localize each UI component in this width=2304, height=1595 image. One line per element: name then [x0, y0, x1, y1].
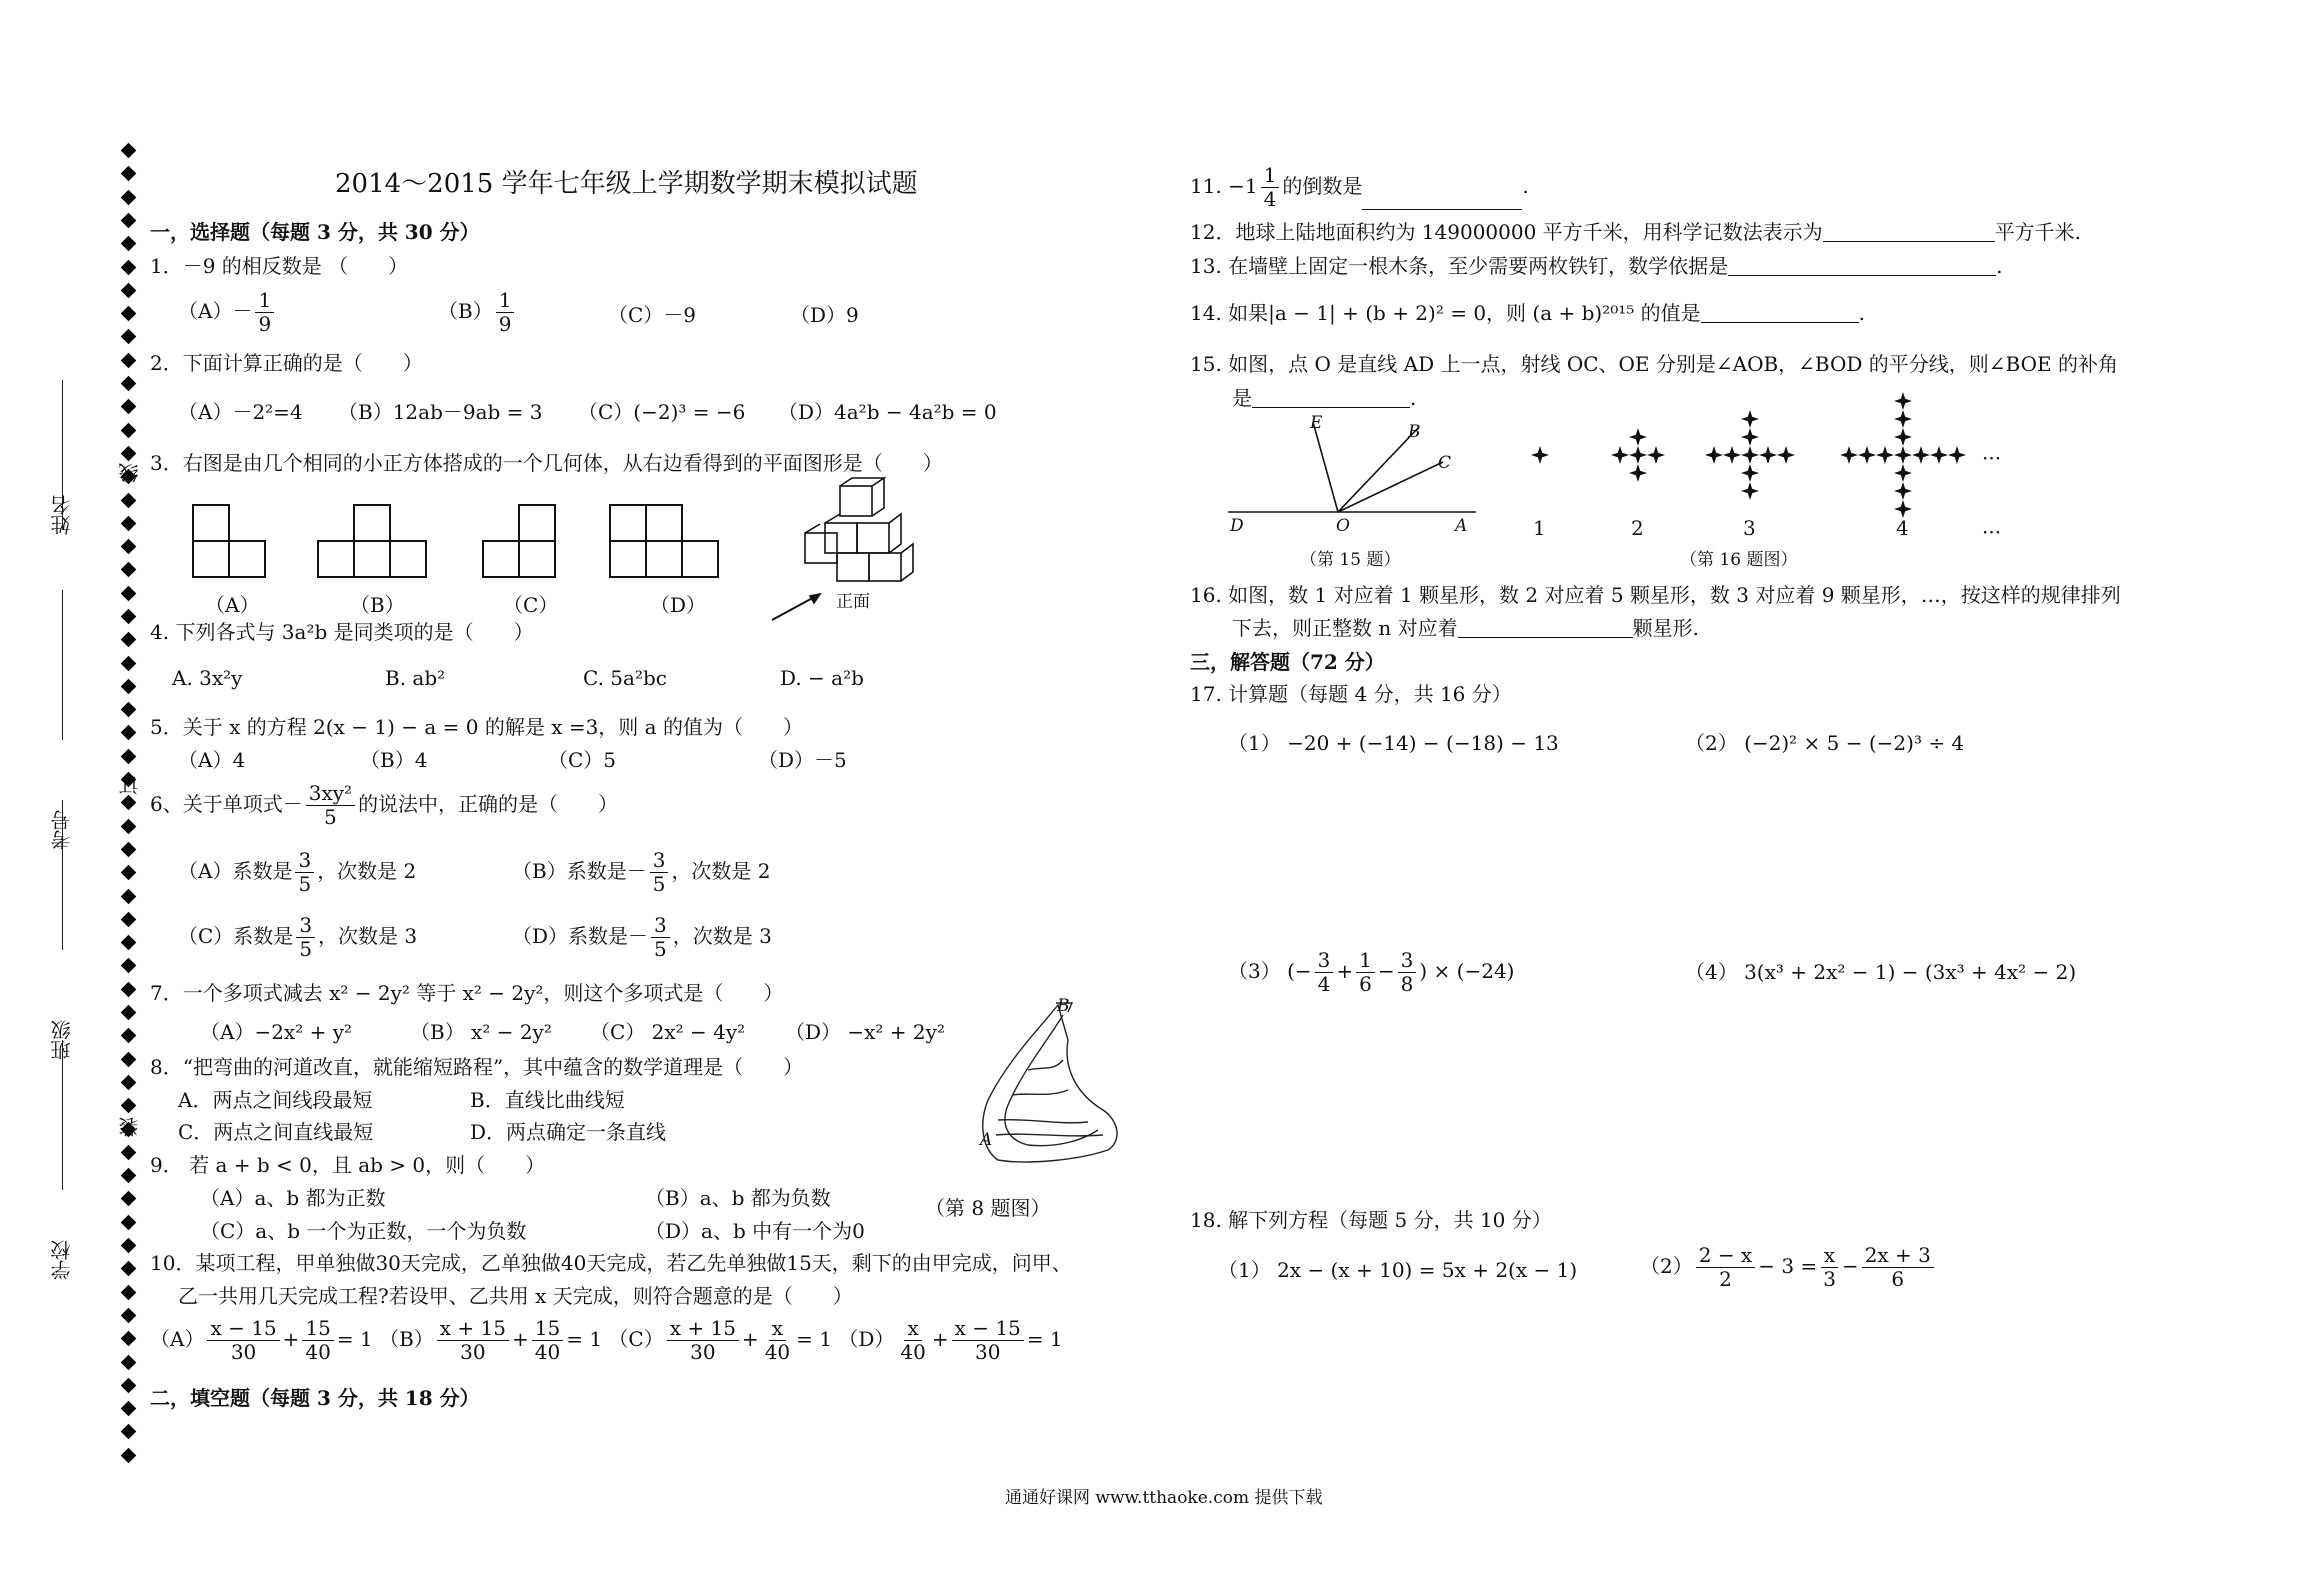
q3-figure-c — [483, 505, 558, 580]
q16-line1: 16. 如图，数 1 对应着 1 颗星形，数 2 对应着 5 颗星形，数 3 对应着 9 颗星形，…，按这样的规律排列 — [1190, 583, 2121, 607]
q10-line2: 乙一共用几天完成工程?若设甲、乙共用 x 天完成，则符合题意的是（ ） — [178, 1284, 853, 1308]
star-mark — [1741, 482, 1759, 500]
binding-diamond — [121, 1331, 137, 1347]
star-mark — [1531, 446, 1549, 464]
q15-label-e: E — [1310, 413, 1323, 433]
binding-diamond — [121, 982, 137, 998]
star-mark — [1894, 464, 1912, 482]
binding-diamond — [121, 889, 137, 905]
binding-diamond — [121, 1401, 137, 1417]
binding-diamond — [121, 865, 137, 881]
section1-heading: 一，选择题（每题 3 分，共 30 分） — [150, 220, 480, 244]
binding-line-char: 线 — [118, 463, 142, 483]
star-mark — [1723, 446, 1741, 464]
star-mark — [1741, 428, 1759, 446]
q9-option-c: （C）a、b 一个为正数，一个为负数 — [200, 1219, 527, 1243]
star-mark — [1629, 446, 1647, 464]
binding-diamond — [121, 376, 137, 392]
q4-option-b: B. ab² — [385, 666, 446, 690]
binding-diamond — [121, 1052, 137, 1068]
q8-option-c: C．两点之间直线最短 — [178, 1120, 374, 1144]
q5-stem: 5．关于 x 的方程 2(x − 1) − a = 0 的解是 x =3，则 a 的值为（ ） — [150, 715, 803, 739]
binding-diamond — [121, 166, 137, 182]
q5-option-c: （C）5 — [548, 748, 617, 772]
q3-figure-d — [610, 505, 722, 580]
school-label: 学校 — [50, 1240, 74, 1280]
q9-stem: 9． 若 a + b < 0，且 ab > 0，则（ ） — [150, 1153, 546, 1177]
star-mark — [1912, 446, 1930, 464]
q1-option-d: （D）9 — [790, 303, 859, 327]
page-title: 2014～2015 学年七年级上学期数学期末模拟试题 — [335, 169, 918, 199]
star-mark — [1611, 446, 1629, 464]
star-mark — [1741, 446, 1759, 464]
q17-part2: （2） (−2)² × 5 − (−2)³ ÷ 4 — [1685, 731, 1965, 755]
q16-figure-caption: （第 16 题图） — [1680, 550, 1798, 570]
star-mark — [1840, 446, 1858, 464]
star-mark — [1629, 428, 1647, 446]
binding-diamond — [121, 1261, 137, 1277]
q14: 14. 如果|a − 1| + (b + 2)² = 0，则 (a + b)²⁰¹⁵ 的值是 . — [1190, 301, 1866, 325]
star-mark — [1894, 446, 1912, 464]
q5-option-d: （D）－5 — [758, 748, 847, 772]
q16-star-figure — [1500, 380, 2000, 530]
q17-part3: （3） (− $\frac{3}{4}$ + $\frac{1}{6}$ − $\frac{3}{8}$ ) × (−24) — [1228, 948, 1515, 996]
class-label: 班级 — [50, 1020, 74, 1060]
binding-diamond — [121, 1238, 137, 1254]
q9-option-a: （A）a、b 都为正数 — [200, 1186, 386, 1210]
exam-no-underline — [62, 590, 63, 740]
binding-order-char: 订 — [118, 775, 142, 795]
binding-diamond — [121, 1098, 137, 1114]
q10-options — [150, 1318, 1063, 1363]
star-mark — [1894, 392, 1912, 410]
q16-number-2: 2 — [1631, 516, 1644, 540]
q8-option-b: B．直线比曲线短 — [470, 1088, 625, 1112]
q15-label-o: O — [1336, 516, 1350, 536]
q4-stem: 4. 下列各式与 3a²b 是同类项的是（ ） — [150, 620, 534, 644]
q18-stem: 18. 解下列方程（每题 5 分，共 10 分） — [1190, 1208, 1552, 1232]
binding-diamond — [121, 1378, 137, 1394]
star-mark — [1777, 446, 1795, 464]
binding-diamond — [121, 1145, 137, 1161]
q7-option-c: （C） 2x² − 4y² — [590, 1020, 746, 1044]
q8-point-b: B — [1057, 996, 1070, 1016]
star-mark — [1647, 446, 1665, 464]
star-mark — [1629, 464, 1647, 482]
q6-stem: 6、关于单项式－ $\frac{\text{3xy²}}{5}$ 的说法中，正确的是（ ） — [150, 781, 619, 829]
q9-option-d: （D）a、b 中有一个为0 — [645, 1219, 865, 1243]
q16-dots-top: ··· — [1982, 446, 2002, 470]
binding-diamond — [121, 609, 137, 625]
q2-option-c: （C）(−2)³ = −6 — [578, 400, 746, 424]
q3-figure-b — [318, 505, 430, 580]
binding-diamond — [121, 213, 137, 229]
q2-stem: 2．下面计算正确的是（ ） — [150, 351, 423, 375]
binding-bind-char: 装 — [118, 1117, 142, 1137]
q16-answer-blank[interactable] — [1458, 619, 1633, 638]
star-mark — [1948, 446, 1966, 464]
q1-option-c: （C）－9 — [608, 303, 697, 327]
q3-label-a: （A） — [205, 593, 260, 617]
q15-answer-blank[interactable] — [1252, 389, 1410, 408]
q10-line1: 10．某项工程，甲单独做30天完成，乙单独做40天完成，若乙先单独做15天，剩下的由甲完成，问甲、 — [150, 1251, 1072, 1275]
binding-diamond — [121, 562, 137, 578]
q3-label-c: （C） — [503, 593, 559, 617]
star-mark — [1876, 446, 1894, 464]
binding-diamond — [121, 702, 137, 718]
binding-diamond — [121, 283, 137, 299]
q6-option-a: （A）系数是 $\frac{3}{5}$ ，次数是 2 — [178, 848, 417, 896]
binding-diamond — [121, 1075, 137, 1091]
q8-stem: 8．“把弯曲的河道改直，就能缩短路程”，其中蕴含的数学道理是（ ） — [150, 1055, 804, 1079]
q15-label-d: D — [1230, 516, 1244, 536]
q12-answer-blank[interactable] — [1823, 223, 1995, 242]
star-mark — [1894, 410, 1912, 428]
name-label: 姓名 — [50, 495, 74, 535]
binding-diamond — [121, 329, 137, 345]
binding-diamond — [121, 306, 137, 322]
q10-option-a: （A） $\frac{x - 15}{30}$ + $\frac{15}{40}$ = 1 — [150, 1316, 373, 1364]
q7-option-d: （D） −x² + 2y² — [785, 1020, 945, 1044]
binding-diamond — [121, 632, 137, 648]
binding-diamond — [121, 586, 137, 602]
q17-part1: （1） −20 + (−14) − (−18) − 13 — [1228, 731, 1559, 755]
binding-diamond — [121, 1215, 137, 1231]
q2-option-a: （A）－2²=4 — [178, 400, 303, 424]
q16-number-3: 3 — [1743, 516, 1756, 540]
q4-option-c: C. 5a²bc — [583, 666, 667, 690]
q15-label-a: A — [1455, 516, 1468, 536]
binding-diamond — [121, 1424, 137, 1440]
binding-diamond — [121, 819, 137, 835]
q16-number-4: 4 — [1896, 516, 1909, 540]
q1-option-a: （A）－ $\frac{1}{9}$ — [178, 290, 277, 335]
q11: 11. −1 $\frac{1}{4}$ 的倒数是 . — [1190, 163, 1529, 211]
q6-option-c: （C）系数是 $\frac{3}{5}$ ，次数是 3 — [178, 913, 418, 961]
q3-front-label: 正面 — [836, 592, 870, 612]
binding-diamond — [121, 958, 137, 974]
q16-number-1: 1 — [1533, 516, 1546, 540]
q10-option-b: （B） $\frac{x + 15}{30}$ + $\frac{15}{40}$ = 1 — [379, 1316, 603, 1364]
q7-stem: 7．一个多项式减去 x² − 2y² 等于 x² − 2y²，则这个多项式是（ ） — [150, 981, 784, 1005]
q8-point-a: A — [980, 1130, 993, 1150]
q6-option-b: （B）系数是－ $\frac{3}{5}$ ，次数是 2 — [512, 848, 771, 896]
q2-option-d: （D）4a²b − 4a²b = 0 — [778, 400, 997, 424]
q13-answer-blank[interactable] — [1728, 257, 1996, 276]
q3-label-d: （D） — [650, 593, 707, 617]
binding-diamond — [121, 539, 137, 555]
q15-label-c: C — [1438, 453, 1452, 473]
q10-option-d: （D） $\frac{x}{40}$ + $\frac{x - 15}{30}$ = 1 — [838, 1316, 1063, 1364]
binding-diamond — [121, 1448, 137, 1464]
q1-option-b: （B） $\frac{1}{9}$ — [438, 290, 517, 335]
binding-diamond — [121, 1308, 137, 1324]
q8-figure-caption: （第 8 题图） — [925, 1196, 1051, 1220]
binding-diamond — [121, 795, 137, 811]
binding-diamond — [121, 516, 137, 532]
star-mark — [1894, 482, 1912, 500]
q1-stem: 1．－9 的相反数是 （ ） — [150, 254, 409, 278]
q11-answer-blank[interactable] — [1362, 191, 1522, 210]
q3-stem: 3．右图是由几个相同的小正方体搭成的一个几何体，从右边看得到的平面图形是（ ） — [150, 451, 943, 475]
binding-diamond — [121, 912, 137, 928]
section2-heading: 二，填空题（每题 3 分，共 18 分） — [150, 1386, 480, 1410]
q6-option-d: （D）系数是－ $\frac{3}{5}$ ，次数是 3 — [512, 913, 772, 961]
q10-option-c: （C） $\frac{x + 15}{30}$ + $\frac{x}{40}$ = 1 — [608, 1316, 832, 1364]
q9-option-b: （B）a、b 都为负数 — [645, 1186, 831, 1210]
q12: 12．地球上陆地面积约为 149000000 平方千米，用科学记数法表示为 平方千米. — [1190, 220, 2082, 244]
binding-diamond — [121, 190, 137, 206]
binding-diamond — [121, 1168, 137, 1184]
binding-diamond — [121, 260, 137, 276]
binding-diamond — [121, 446, 137, 462]
q17-stem: 17. 计算题（每题 4 分，共 16 分） — [1190, 682, 1512, 706]
school-underline — [62, 1040, 63, 1190]
q18-part2: （2） $\frac{2 - x}{2}$ − 3 = $\frac{x}{3}$ − $\frac{2x + 3}{6}$ — [1640, 1245, 1937, 1290]
binding-diamond — [121, 1191, 137, 1207]
q3-figure-a — [193, 505, 268, 580]
q5-option-a: （A）4 — [178, 748, 246, 772]
binding-diamond — [121, 423, 137, 439]
binding-diamond — [121, 493, 137, 509]
q17-part4: （4） 3(x³ + 2x² − 1) − (3x³ + 4x² − 2) — [1685, 960, 2077, 984]
binding-diamond — [121, 842, 137, 858]
star-mark — [1858, 446, 1876, 464]
q7-option-b: （B） x² − 2y² — [410, 1020, 552, 1044]
binding-diamond — [121, 353, 137, 369]
q2-option-b: （B）12ab－9ab = 3 — [338, 400, 543, 424]
q15-line2: 是 . — [1232, 386, 1417, 410]
q16-dots-bottom: ··· — [1982, 520, 2002, 544]
q18-part1: （1） 2x − (x + 10) = 5x + 2(x − 1) — [1218, 1258, 1578, 1282]
q13: 13. 在墙壁上固定一根木条，至少需要两枚铁钉，数学依据是 . — [1190, 254, 2003, 278]
q4-option-d: D. − a²b — [780, 666, 864, 690]
page-footer: 通通好课网 www.tthaoke.com 提供下载 — [1005, 1488, 1323, 1508]
q4-option-a: A. 3x²y — [172, 666, 243, 690]
q16-line2: 下去，则正整数 n 对应着 颗星形. — [1232, 616, 1699, 640]
q3-label-b: （B） — [350, 593, 405, 617]
q8-option-d: D．两点确定一条直线 — [470, 1120, 667, 1144]
q7-option-a: （A）−2x² + y² — [200, 1020, 353, 1044]
star-mark — [1759, 446, 1777, 464]
binding-diamond — [121, 143, 137, 159]
star-mark — [1930, 446, 1948, 464]
star-mark — [1705, 446, 1723, 464]
section3-heading: 三，解答题（72 分） — [1190, 650, 1385, 674]
star-mark — [1741, 464, 1759, 482]
binding-diamond — [121, 725, 137, 741]
binding-diamond — [121, 1028, 137, 1044]
q8-option-a: A．两点之间线段最短 — [178, 1088, 373, 1112]
binding-diamond — [121, 236, 137, 252]
star-mark — [1894, 428, 1912, 446]
binding-diamond — [121, 1005, 137, 1021]
binding-diamond — [121, 1355, 137, 1371]
binding-diamond — [121, 679, 137, 695]
q14-answer-blank[interactable] — [1701, 304, 1859, 323]
exam-no-label: 考号 — [50, 810, 74, 850]
binding-diamond — [121, 1285, 137, 1301]
binding-diamond — [121, 399, 137, 415]
q5-option-b: （B）4 — [360, 748, 428, 772]
star-mark — [1741, 410, 1759, 428]
binding-diamond — [121, 935, 137, 951]
q15-figure-caption: （第 15 题） — [1300, 550, 1401, 570]
q15-label-b: B — [1408, 422, 1421, 442]
binding-diamond — [121, 749, 137, 765]
binding-diamond — [121, 656, 137, 672]
q15-line1: 15. 如图，点 O 是直线 AD 上一点，射线 OC、OE 分别是∠AOB，∠BOD 的平分线，则∠BOE 的补角 — [1190, 352, 2118, 376]
